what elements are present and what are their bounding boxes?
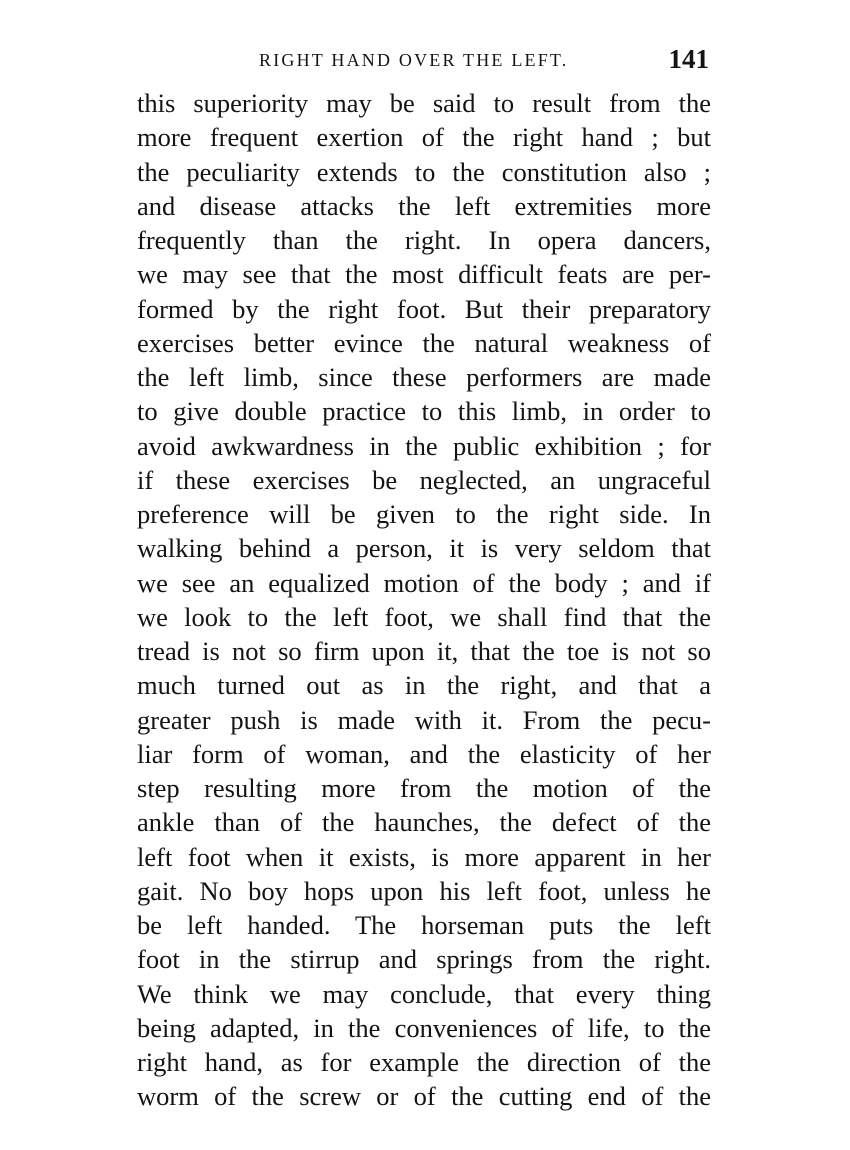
text-line: frequently than the right. In opera dancers, bbox=[137, 225, 711, 255]
text-line: tread is not so firm upon it, that the toe is not so bbox=[137, 636, 711, 666]
text-line: foot in the stirrup and springs from the right. bbox=[137, 944, 711, 975]
text-line: liar form of woman, and the elasticity of her bbox=[137, 738, 711, 769]
text-line: this superiority may be said to result from the bbox=[137, 88, 711, 118]
text-line: being adapted, in the conveniences of life, to the bbox=[137, 1012, 711, 1043]
text-line: left foot when it exists, is more apparent in her bbox=[137, 841, 711, 872]
text-line: step resulting more from the motion of the bbox=[137, 773, 711, 803]
text-line: much turned out as in the right, and that a bbox=[137, 670, 711, 701]
text-line: if these exercises be neglected, an ungraceful bbox=[137, 464, 711, 495]
running-head bbox=[135, 44, 711, 78]
text-line: right hand, as for example the direction of the bbox=[137, 1047, 711, 1077]
text-line: formed by the right foot. But their preparatory bbox=[137, 293, 711, 324]
text-line: to give double practice to this limb, in order to bbox=[137, 396, 711, 427]
text-line: ankle than of the haunches, the defect of the bbox=[137, 807, 711, 838]
page-number: 141 bbox=[668, 44, 709, 74]
text-line: avoid awkwardness in the public exhibition ; for bbox=[137, 430, 711, 461]
running-title: RIGHT HAND OVER THE LEFT. bbox=[259, 50, 569, 70]
text-line: gait. No boy hops upon his left foot, unless he bbox=[137, 875, 711, 906]
text-line: and disease attacks the left extremities more bbox=[137, 190, 711, 221]
text-line: more frequent exertion of the right hand ; but bbox=[137, 122, 711, 153]
text-line: worm of the screw or of the cutting end of the bbox=[137, 1081, 711, 1112]
text-line: be left handed. The horseman puts the left bbox=[137, 910, 711, 940]
body-text bbox=[137, 86, 711, 1114]
text-line: We think we may conclude, that every thing bbox=[137, 978, 711, 1009]
text-line: the peculiarity extends to the constitution also ; bbox=[137, 156, 711, 187]
text-line: exercises better evince the natural weakness of bbox=[137, 327, 711, 358]
text-line: we may see that the most difficult feats are per- bbox=[137, 259, 711, 290]
text-line: preference will be given to the right side. In bbox=[137, 499, 711, 529]
text-line: greater push is made with it. From the pecu- bbox=[137, 704, 711, 735]
text-line: we see an equalized motion of the body ; and if bbox=[137, 567, 711, 598]
text-line: walking behind a person, it is very seldom that bbox=[137, 533, 711, 564]
text-line: we look to the left foot, we shall find that the bbox=[137, 601, 711, 632]
text-line: the left limb, since these performers are made bbox=[137, 362, 711, 392]
